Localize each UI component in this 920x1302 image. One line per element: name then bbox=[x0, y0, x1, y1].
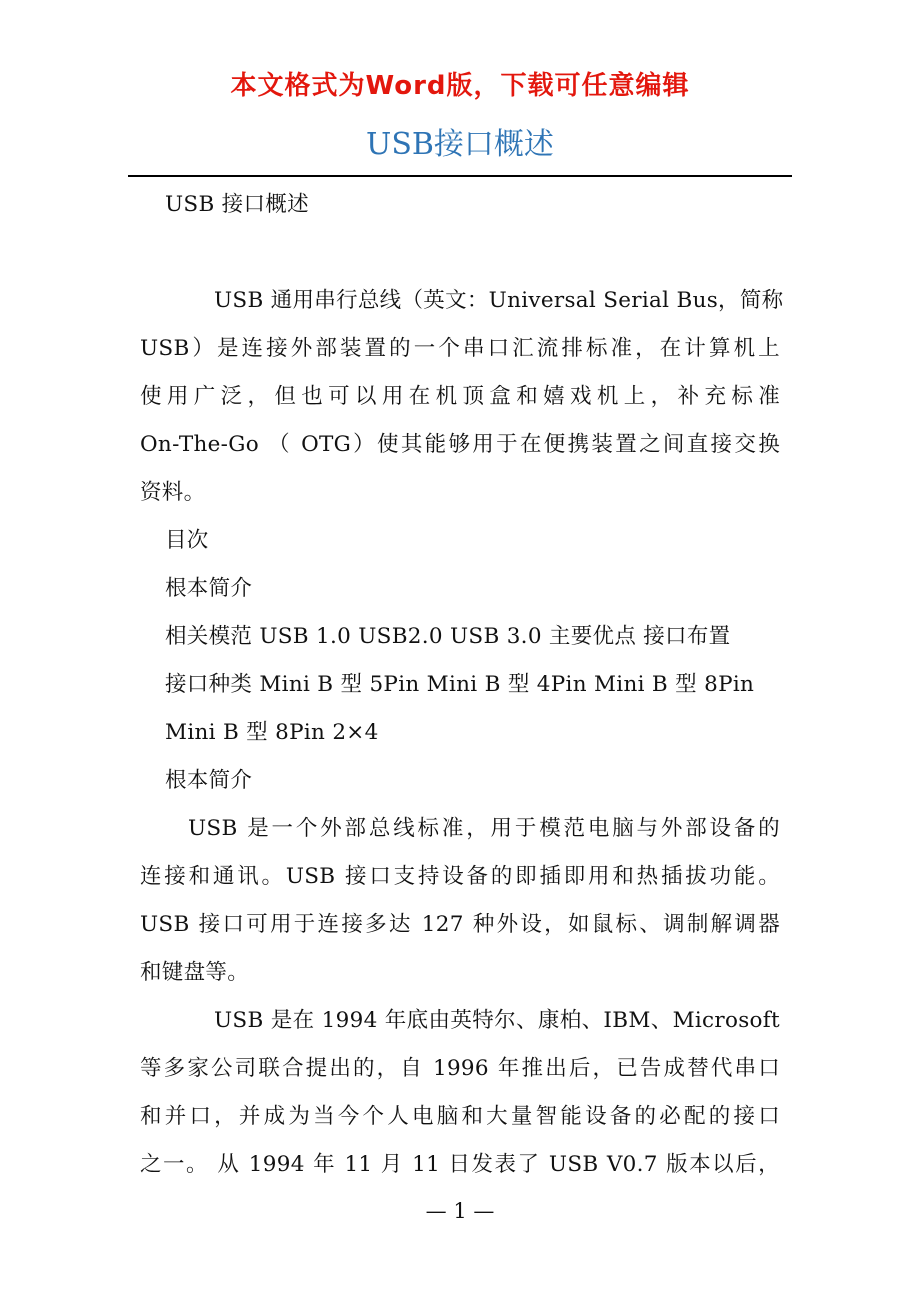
body-line: USB 接口概述 bbox=[165, 192, 309, 217]
body-line: 和并口，并成为当今个人电脑和大量智能设备的必配的接口 bbox=[140, 1104, 780, 1129]
page-number: — 1 — bbox=[425, 1199, 495, 1223]
body-line: USB 是一个外部总线标准，用于模范电脑与外部设备的 bbox=[188, 816, 780, 841]
body-line: USB）是连接外部装置的一个串口汇流排标准，在计算机上 bbox=[140, 336, 780, 361]
body-line: 相关模范 USB 1.0 USB2.0 USB 3.0 主要优点 接口布置 bbox=[165, 624, 731, 649]
body-line: On-The-Go （ OTG）使其能够用于在便携装置之间直接交换 bbox=[140, 432, 780, 457]
document-title: USB接口概述 bbox=[366, 127, 554, 162]
body-line: 之一。 从 1994 年 11 月 11 日发表了 USB V0.7 版本以后， bbox=[140, 1152, 780, 1177]
body-line: 等多家公司联合提出的，自 1996 年推出后，已告成替代串口 bbox=[140, 1056, 780, 1081]
body-line: 和键盘等。 bbox=[140, 960, 250, 985]
body-line: 使用广泛，但也可以用在机顶盒和嬉戏机上，补充标准 bbox=[140, 384, 780, 409]
body-line: 连接和通讯。USB 接口支持设备的即插即用和热插拔功能。 bbox=[140, 864, 780, 889]
body-line: Mini B 型 8Pin 2×4 bbox=[165, 720, 379, 745]
body-line: USB 接口可用于连接多达 127 种外设，如鼠标、调制解调器 bbox=[140, 912, 780, 937]
download-banner: 本文格式为Word版，下载可任意编辑 bbox=[230, 71, 690, 101]
header-rule bbox=[128, 175, 792, 177]
body-line: 资料。 bbox=[140, 480, 206, 505]
body-line: USB 是在 1994 年底由英特尔、康柏、IBM、Microsoft bbox=[214, 1008, 780, 1033]
body-line: USB 通用串行总线（英文：Universal Serial Bus，简称 bbox=[214, 288, 784, 313]
body-line: 接口种类 Mini B 型 5Pin Mini B 型 4Pin Mini B 型 8Pin bbox=[165, 672, 755, 697]
body-line: 根本简介 bbox=[165, 768, 253, 793]
body-line: 目次 bbox=[165, 528, 209, 553]
body-line: 根本简介 bbox=[165, 576, 253, 601]
